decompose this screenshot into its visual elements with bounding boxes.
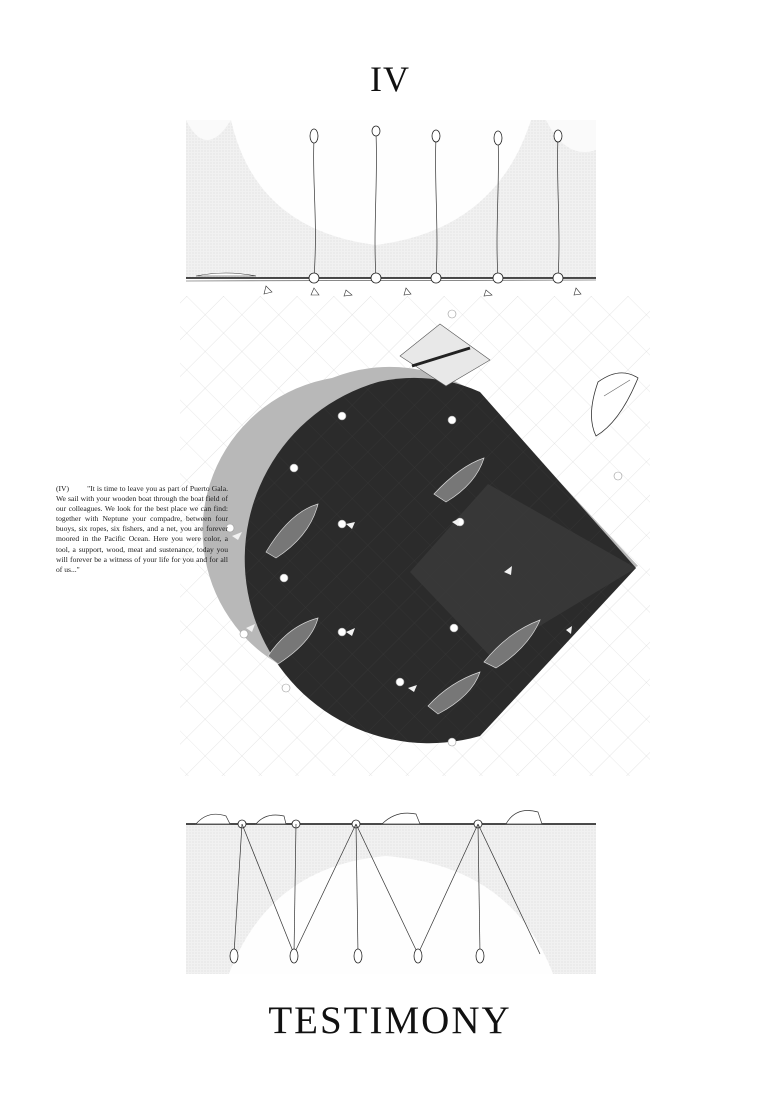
chapter-numeral: IV [370, 59, 410, 99]
testimony-paragraph [56, 484, 228, 575]
boat-icon [196, 811, 542, 825]
testimony-body: "It is time to leave you as part of Puerto Gala. We sail with your wooden boat through the boat field of our colleagues. We look for the best place we can find: together with Neptune your compadre, between four buoys, six ropes, six fishers, and a net, you are forever moored in the Pacific Ocean. Here you were color, a tool, a support, wood, meat and sustenance, today you will forever be a witness of your life for you and for all of us..." [56, 484, 228, 574]
top-elevation-drawing [186, 120, 596, 300]
testimony-marker: (IV) [56, 484, 70, 493]
page-title: TESTIMONY [268, 999, 512, 1042]
bottom-elevation-drawing [186, 796, 596, 982]
